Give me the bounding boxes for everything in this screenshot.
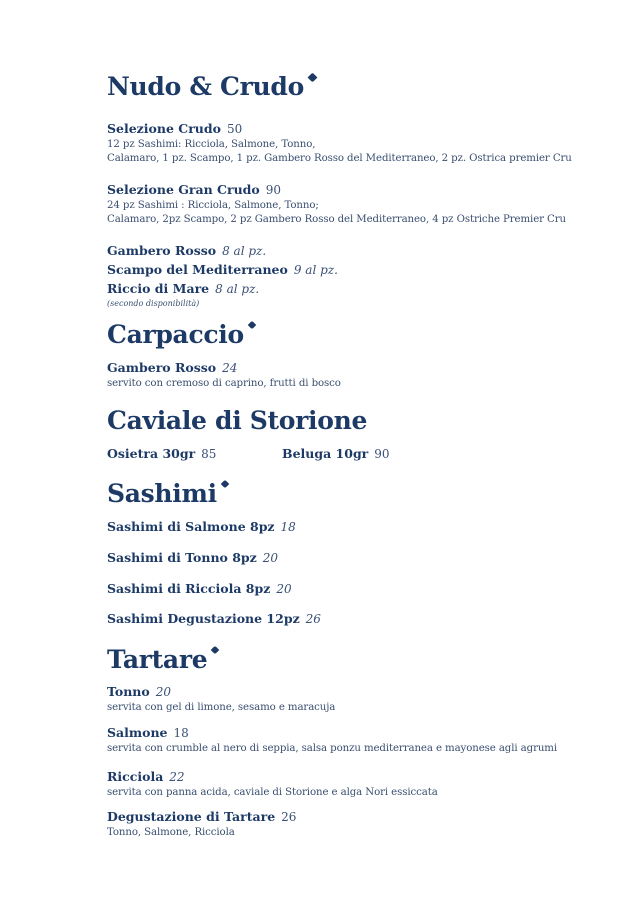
section-sashimi [107, 479, 627, 509]
menu-item [107, 579, 627, 598]
section-title: Caviale di Storione [107, 406, 368, 435]
item-name: Sashimi di Ricciola 8pz [107, 581, 271, 596]
menu-item [282, 443, 457, 462]
section-title: Sashimi [107, 479, 627, 509]
single-pieces [107, 241, 627, 310]
section-title: Carpaccio [107, 320, 627, 350]
item-name: Sashimi Degustazione 12pz [107, 611, 300, 626]
menu-item [107, 119, 627, 166]
item-price: 20 [155, 685, 171, 699]
item-price: 20 [276, 582, 292, 596]
item-name: Sashimi di Salmone 8pz [107, 519, 275, 534]
caviale-items [107, 443, 627, 462]
menu-item [107, 682, 627, 715]
item-description: Calamaro, 1 pz. Scampo, 1 pz. Gambero Rosso del Mediterraneo, 2 pz. Ostrica premier Cru [107, 153, 572, 164]
menu-item [107, 609, 627, 628]
menu-item [107, 517, 627, 536]
menu-item [107, 548, 627, 567]
item-description: Tonno, Salmone, Ricciola [107, 827, 235, 838]
item-name: Ricciola [107, 769, 164, 784]
item-price: 20 [262, 551, 279, 565]
menu-item [107, 358, 627, 391]
section-tartare [107, 645, 627, 675]
section-caviale [107, 406, 627, 436]
availability-note: (secondo disponibilità) [107, 299, 200, 308]
item-description: Calamaro, 2pz Scampo, 2 pz Gambero Rosso del Mediterraneo, 4 pz Ostriche Premier Cru [107, 214, 566, 225]
item-name: Salmone [107, 725, 168, 740]
item-description: servita con panna acida, caviale di Storione e alga Nori essiccata [107, 787, 438, 798]
item-price: 18 [280, 520, 296, 534]
item-name: Riccio di Mare [107, 281, 210, 296]
item-price: 90 [374, 447, 390, 461]
item-price: 24 [222, 361, 238, 375]
item-price: 26 [305, 612, 321, 626]
item-price: 18 [173, 726, 189, 740]
leaf-mark-icon [211, 646, 219, 654]
item-description: 24 pz Sashimi : Ricciola, Salmone, Tonno; [107, 200, 319, 211]
item-name: Osietra 30gr [107, 446, 196, 461]
item-name: Selezione Gran Crudo [107, 182, 260, 197]
item-name: Scampo del Mediterraneo [107, 262, 288, 277]
item-name: Gambero Rosso [107, 360, 217, 375]
item-price: 90 [265, 183, 282, 197]
item-name: Selezione Crudo [107, 121, 221, 136]
item-description: servita con crumble al nero di seppia, salsa ponzu mediterranea e mayonese agli agrumi [107, 743, 558, 754]
menu-item [107, 723, 627, 756]
item-description: 12 pz Sashimi: Ricciola, Salmone, Tonno, [107, 139, 316, 150]
item-price: 8 al pz. [222, 244, 267, 258]
item-name: Beluga 10gr [282, 446, 369, 461]
item-price: 26 [281, 810, 297, 824]
item-name: Sashimi di Tonno 8pz [107, 550, 257, 565]
menu-item [107, 807, 627, 840]
item-name: Gambero Rosso [107, 243, 217, 258]
item-description: servito con cremoso di caprino, frutti di bosco [107, 378, 341, 389]
section-title: Nudo & Crudo [107, 72, 627, 102]
item-price: 50 [226, 122, 243, 136]
item-name: Degustazione di Tartare [107, 809, 276, 824]
menu-item [107, 180, 627, 227]
item-price: 8 al pz. [215, 282, 260, 296]
item-price: 9 al pz. [293, 263, 338, 277]
menu-item [107, 767, 627, 800]
section-title: Tartare [107, 645, 627, 675]
leaf-mark-icon [221, 480, 229, 488]
menu-item [107, 443, 282, 462]
item-description: servita con gel di limone, sesamo e maracuja [107, 702, 336, 713]
section-carpaccio [107, 320, 627, 350]
item-price: 22 [169, 770, 185, 784]
item-name: Tonno [107, 684, 150, 699]
section-nudo-crudo [107, 72, 627, 102]
leaf-mark-icon [248, 321, 256, 329]
leaf-mark-icon [308, 73, 318, 83]
item-price: 85 [201, 447, 217, 461]
